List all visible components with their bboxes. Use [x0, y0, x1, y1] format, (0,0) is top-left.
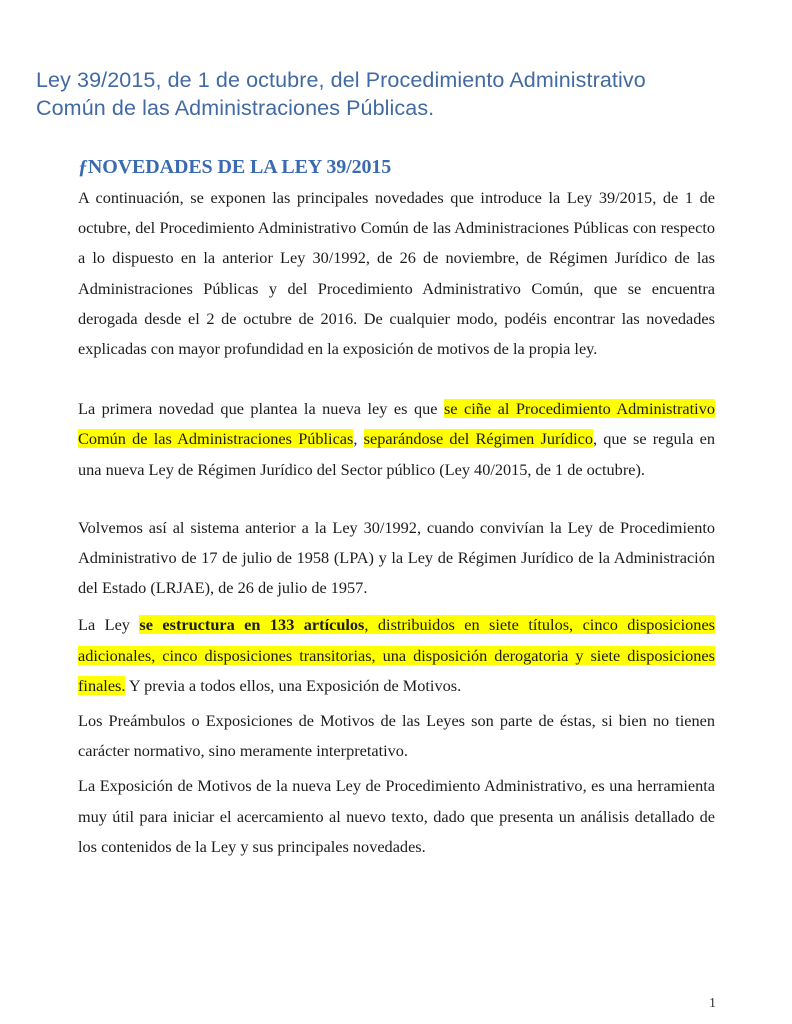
paragraph-spacer: [78, 485, 715, 513]
section-heading-label: NOVEDADES DE LA LEY 39/2015: [87, 155, 392, 178]
text-run: , que se regula en una nueva Ley de Régimen Jurídico del Sector público (Ley 40/2015, de 1 de octubre).: [78, 429, 716, 479]
text-run: ,: [353, 429, 364, 449]
paragraph-exposicion-motivos-text: La Exposición de Motivos de la nueva Ley de Procedimiento Administrativo, es una herramienta muy útil para iniciar el acercamiento al nuevo texto, dado que presenta un análisis detallado de los contenidos de la Ley y sus principales novedades.: [78, 776, 715, 856]
paragraph-spacer: [78, 603, 715, 610]
paragraph-preambulos-text: Los Preámbulos o Exposiciones de Motivos de las Leyes son parte de éstas, si bien no tienen carácter normativo, sino meramente interpretativo.: [78, 711, 715, 761]
text-run: La primera novedad que plantea la nueva ley es que: [78, 399, 444, 419]
text-run: La Ley: [78, 615, 140, 635]
paragraph-spacer: [78, 364, 715, 394]
page-number: 1: [709, 996, 716, 1011]
paragraph-estructura: [78, 610, 715, 701]
paragraph-intro: [78, 183, 715, 364]
paragraph-sistema-anterior-text: Volvemos así al sistema anterior a la Ley 30/1992, cuando convivían la Ley de Procedimiento Administrativo de 17 de julio de 1958 (LPA) y la Ley de Régimen Jurídico de la Administración del Estado (LRJAE), de 26 de julio de 1957.: [78, 517, 715, 598]
paragraph-sistema-anterior: [78, 513, 715, 604]
section-heading: [78, 156, 391, 179]
page-title: Ley 39/2015, de 1 de octubre, del Procedimiento Administrativo Común de las Administraciones Públicas.: [36, 68, 646, 121]
highlight-133-articulos: se estructura en 133 artículos: [139, 615, 365, 635]
paragraph-exposicion-motivos: [78, 771, 715, 862]
body-text-column: [78, 183, 715, 862]
highlight-procedimiento-administrativo: se ciñe al Procedimiento Administrativo: [443, 399, 715, 419]
highlight-disposiciones: , distribuidos en siete títulos, cinco disposiciones adicionales, cinco disposiciones transitorias, una disposición derogatoria y siete disposiciones finales.: [78, 615, 716, 695]
highlight-comun-administraciones: Común de las Administraciones Públicas: [78, 429, 354, 449]
script-f-icon: ƒ: [78, 155, 88, 178]
paragraph-intro-text: A continuación, se exponen las principales novedades que introduce la Ley 39/2015, de 1 de octubre, del Procedimiento Administrativo Común de las Administraciones Públicas con respecto a lo dispuesto en la anterior Ley 30/1992, de 26 de noviembre, de Régimen Jurídico de las Administraciones Públicas y del Procedimiento Administrativo Común, que se encuentra derogada desde el 2 de octubre de 2016. De cualquier modo, podéis encontrar las novedades explicadas con mayor profundidad en la exposición de motivos de la propia ley.: [78, 188, 715, 359]
paragraph-primera-novedad: [78, 394, 715, 485]
paragraph-preambulos: [78, 706, 715, 766]
highlight-separandose-regimen: separándose del Régimen Jurídico: [363, 429, 593, 449]
text-run: Y previa a todos ellos, una Exposición de Motivos.: [125, 675, 462, 695]
